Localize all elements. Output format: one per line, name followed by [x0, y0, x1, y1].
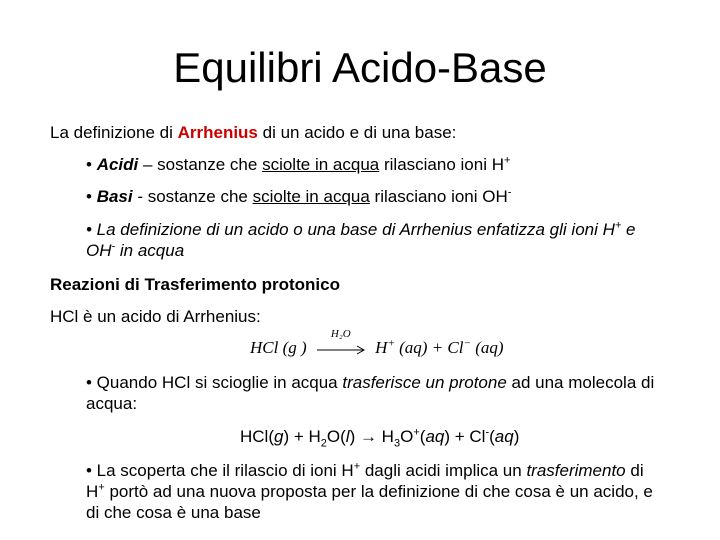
eq1-h: H — [375, 338, 388, 357]
basi-rest: rilasciano ioni OH — [369, 187, 508, 206]
eq2-part: ) + Cl — [444, 427, 486, 446]
eq2-sup: - — [485, 426, 490, 439]
eq1-sup2: − — [463, 337, 471, 350]
basi-underline: sciolte in acqua — [252, 187, 370, 206]
eq2-sub: 2 — [320, 437, 327, 450]
enfasi-sup2: - — [111, 240, 116, 253]
acidi-bullet — [86, 154, 510, 175]
basi-term: Basi — [96, 187, 133, 206]
eq2-part: ( — [489, 427, 495, 446]
enfasi-line1 — [86, 219, 636, 240]
section-heading: Reazioni di Trasferimento protonico — [50, 275, 340, 294]
enfasi-text: • La definizione di un acido o una base di Arrhenius enfatizza gli ioni H — [86, 220, 615, 239]
eq2-state: aq — [425, 427, 445, 446]
eq1-end: (aq) — [470, 338, 504, 357]
eq2-state: aq — [494, 427, 514, 446]
arrow-right-icon — [315, 340, 367, 358]
scoperta-text: • La scoperta che il rilascio di ioni H — [86, 461, 354, 480]
bullet: • — [86, 155, 92, 174]
scoperta-text2: portò ad una nuova proposta per la definizione di che cosa è un acido, e — [104, 482, 653, 501]
arrow-label: H₂O — [330, 328, 351, 341]
eq1-sup1: + — [387, 337, 395, 350]
enfasi-line2 — [86, 240, 184, 261]
scoperta-h: H — [86, 482, 99, 501]
eq1-left: HCl (g ) — [250, 338, 307, 357]
intro-text: La definizione di — [50, 123, 178, 142]
eq2-state: g — [274, 427, 284, 446]
scoperta-text-end: di — [625, 461, 644, 480]
eq2-sub: 3 — [393, 437, 401, 450]
slide-title: Equilibri Acido-Base — [173, 44, 547, 91]
eq2-part: HCl( — [240, 427, 274, 446]
scoperta-italic: trasferimento — [526, 461, 626, 480]
quando-line1 — [86, 372, 654, 393]
hcl-intro: HCl è un acido di Arrhenius: — [50, 307, 261, 326]
enfasi-sup: + — [614, 219, 622, 232]
eq2-part: O — [400, 427, 414, 446]
acidi-sup: + — [503, 154, 511, 167]
intro-text-end: di un acido e di una base: — [257, 123, 457, 142]
acidi-term: Acidi — [96, 155, 139, 174]
enfasi-tail: in acqua — [115, 241, 185, 260]
basi-sup: - — [507, 186, 512, 199]
enfasi-oh: OH — [86, 241, 112, 260]
scoperta-text-mid: dagli acidi implica un — [360, 461, 527, 480]
reaction-arrow — [315, 328, 367, 358]
eq2-state: l — [345, 427, 350, 446]
acidi-underline: sciolte in acqua — [262, 155, 380, 174]
quando-italic: trasferisce un protone — [342, 373, 507, 392]
enfasi-text-end: e — [621, 220, 636, 239]
eq2-part: ( — [419, 427, 426, 446]
reaction-equation-2 — [240, 426, 520, 450]
acidi-text: – sostanze che — [138, 155, 263, 174]
basi-text: - sostanze che — [132, 187, 253, 206]
eq2-part: ) → H — [349, 427, 394, 446]
scoperta-line1 — [86, 460, 644, 481]
scoperta-sup: + — [353, 460, 361, 473]
eq1-mid: (aq) + Cl — [394, 338, 464, 357]
quando-text-end: ad una molecola di — [506, 373, 655, 392]
reaction-equation-1 — [250, 328, 504, 358]
intro-line — [50, 122, 456, 143]
eq2-part: ) + H — [283, 427, 321, 446]
bullet: • — [86, 187, 92, 206]
scoperta-line3: di che cosa è una base — [86, 503, 261, 522]
arrhenius-name: Arrhenius — [177, 123, 258, 142]
scoperta-sup2: + — [98, 481, 105, 494]
eq2-part: ) — [513, 427, 520, 446]
scoperta-line2 — [86, 481, 653, 502]
eq2-part: O( — [326, 427, 346, 446]
eq2-sup: + — [413, 426, 420, 439]
basi-bullet — [86, 186, 511, 207]
acidi-rest: rilasciano ioni H — [379, 155, 504, 174]
quando-line2: acqua: — [86, 394, 138, 413]
quando-text: • Quando HCl si scioglie in acqua — [86, 373, 343, 392]
